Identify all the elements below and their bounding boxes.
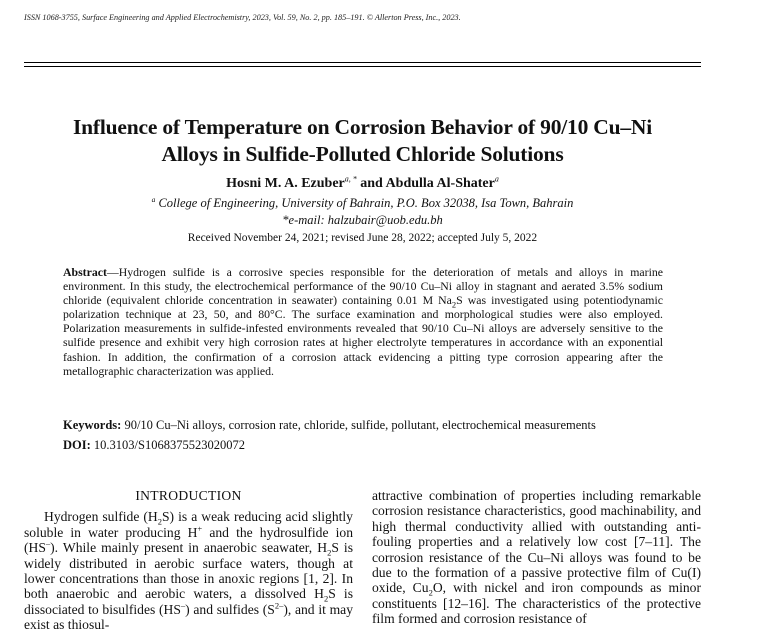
author-list bbox=[24, 176, 701, 192]
subscript: 2 bbox=[157, 517, 162, 528]
received-dates: Received November 24, 2021; revised June 28, 2022; accepted July 5, 2022 bbox=[187, 232, 538, 244]
intro-paragraph bbox=[24, 509, 353, 632]
doi-link[interactable]: 10.3103/S1068375523020072 bbox=[90, 438, 245, 452]
abstract-label: Abstract bbox=[63, 265, 107, 279]
text-run: and the hydrosulfide ion (HS bbox=[24, 524, 353, 556]
superscript: – bbox=[45, 538, 51, 549]
doi-label: DOI: bbox=[63, 438, 91, 452]
paper-title bbox=[24, 114, 701, 168]
superscript: – bbox=[180, 600, 186, 611]
text-run: Hydrogen sulfide (H bbox=[44, 509, 158, 525]
text-run: S is widely distributed in aerobic surface waters, though at lower concentrations than those in anoxic regions [1, 2]. In both anaerobic and aerobic waters, a dissolved H bbox=[24, 540, 353, 602]
header-rule-bottom bbox=[24, 66, 701, 67]
keywords bbox=[63, 418, 703, 433]
author-name: Abdulla Al-Shater bbox=[385, 176, 495, 191]
text-run: ), and it may exist as thiosul- bbox=[24, 601, 353, 633]
title-line-2: Alloys in Sulfide-Polluted Chloride Solutions bbox=[161, 142, 564, 166]
intro-paragraph-continued bbox=[372, 488, 701, 627]
superscript: + bbox=[197, 523, 203, 534]
author-joiner: and bbox=[356, 176, 386, 191]
abstract-text: —Hydrogen sulfide is a corrosive species responsible for the deterioration of metals and alloys in marine environment. In this study, the electrochemical performance of the 90/10 Cu–Ni alloy in stagnant and aerated 3.5% sodium chloride (equivalent chloride concentration in seawater) containing 0.01 M Na bbox=[63, 265, 663, 308]
abstract-text: S was investigated using potentiodynamic polarization technique at 23, 50, and 80°C. The surface examination and morphological studies were also employed. Polarization measurements in sulfide-infested environments revealed that 90/10 Cu–Ni alloys are adversely sensitive to the sulfide presence and exhibit very high corrosion rates at higher electrolyte temperatures in accordance with an exponential fashion. In addition, the confirmation of a corrosion attack evidencing a pitting type corrosion appearing after the metallographic characterization was applied. bbox=[63, 293, 663, 378]
column-left bbox=[24, 488, 353, 633]
affiliation-mark: a bbox=[151, 194, 156, 204]
journal-citation: ISSN 1068-3755, Surface Engineering and Applied Electrochemistry, 2023, Vol. 59, No. 2, pp. 185–191. © Allerton Press, Inc., 2023. bbox=[24, 13, 461, 22]
subscript: 2 bbox=[327, 547, 332, 558]
keywords-label: Keywords: bbox=[63, 418, 122, 432]
doi bbox=[63, 438, 703, 453]
keywords-text: 90/10 Cu–Ni alloys, corrosion rate, chloride, sulfide, pollutant, electrochemical measurements bbox=[121, 418, 596, 432]
text-run: O, with nickel and iron compounds as minor constituents [12–16]. The characteristics of the protective film formed and corrosion resistance of bbox=[372, 580, 701, 627]
affiliation bbox=[24, 196, 701, 211]
author-affiliation-mark: a, * bbox=[344, 174, 357, 184]
corresponding-email: *e-mail: halzubair@uob.edu.bh bbox=[282, 213, 443, 227]
author-name: Hosni M. A. Ezuber bbox=[226, 176, 345, 191]
superscript: 2– bbox=[274, 600, 284, 611]
abstract bbox=[63, 265, 663, 378]
header-rule-top bbox=[24, 62, 701, 63]
subscript: 2 bbox=[451, 299, 457, 310]
affiliation-text: College of Engineering, University of Bahrain, P.O. Box 32038, Isa Town, Bahrain bbox=[155, 196, 574, 210]
text-run: ) and sulfides (S bbox=[185, 601, 275, 617]
text-run: S is dissociated to bisulfides (HS bbox=[24, 586, 353, 617]
subscript: 2 bbox=[428, 588, 433, 599]
text-run: ). While mainly present in anaerobic seawater, H bbox=[50, 540, 328, 556]
text-run: S) is a weak reducing acid slightly soluble in water producing H bbox=[24, 509, 353, 540]
author-affiliation-mark: a bbox=[494, 174, 499, 184]
title-line-1: Influence of Temperature on Corrosion Behavior of 90/10 Cu–Ni bbox=[72, 115, 653, 139]
section-heading: INTRODUCTION bbox=[135, 488, 242, 503]
text-run: attractive combination of properties including remarkable corrosion resistance characteristics, good machinability, and high thermal conductivity allied with outstanding anti-fouling properties and a relatively low cost [7–11]. The corrosion resistance of the Cu–Ni alloys was found to be due to the formation of a passive protective film of Cu(I) oxide, Cu bbox=[372, 488, 701, 596]
column-right bbox=[372, 488, 701, 627]
subscript: 2 bbox=[323, 594, 329, 605]
